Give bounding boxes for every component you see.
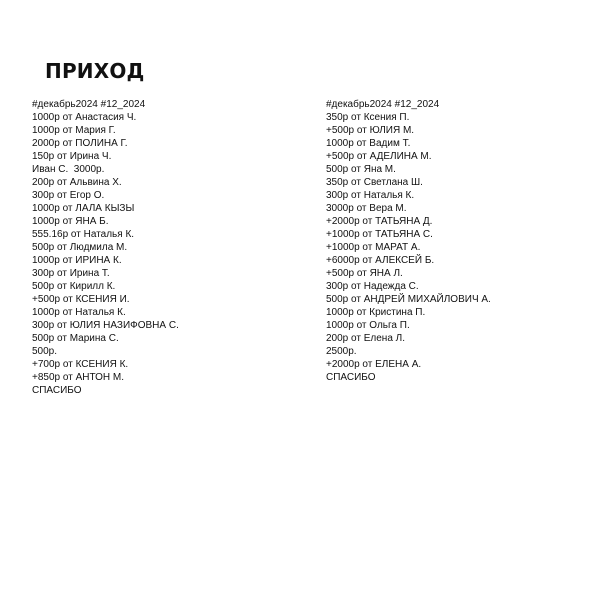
list-item: 300р от Егор О. — [32, 190, 105, 201]
list-item: 1000р от Наталья К. — [32, 307, 126, 318]
list-item: 500р от Кирилл К. — [32, 281, 116, 292]
list-item: +2000р от ЕЛЕНА А. — [326, 359, 422, 370]
donations-list-right — [326, 98, 596, 384]
list-item: 500р. — [32, 346, 58, 357]
list-item: 500р от Людмила М. — [32, 242, 128, 253]
list-item: +1000р от МАРАТ А. — [326, 242, 421, 253]
list-item: #декабрь2024 #12_2024 — [32, 99, 146, 110]
list-item: 1000р от ЯНА Б. — [32, 216, 109, 227]
list-item: 300р от Наталья К. — [326, 190, 415, 201]
page-title: ПРИХОД — [45, 59, 145, 83]
list-item: СПАСИБО — [326, 372, 376, 383]
donations-list-left — [32, 98, 302, 397]
list-item: 500р от Яна М. — [326, 164, 396, 175]
list-item: 1000р от Мария Г. — [32, 125, 116, 136]
list-item: 500р от Марина С. — [32, 333, 119, 344]
list-item: +500р от ЯНА Л. — [326, 268, 403, 279]
list-item: 350р от Светлана Ш. — [326, 177, 423, 188]
list-item: #декабрь2024 #12_2024 — [326, 99, 440, 110]
list-item: 3000р от Вера М. — [326, 203, 407, 214]
list-item: +850р от АНТОН М. — [32, 372, 125, 383]
list-item: СПАСИБО — [32, 385, 82, 396]
list-item: 200р от Елена Л. — [326, 333, 405, 344]
list-item: +500р от АДЕЛИНА М. — [326, 151, 432, 162]
list-item: 500р от АНДРЕЙ МИХАЙЛОВИЧ А. — [326, 294, 491, 305]
list-item: 1000р от Анастасия Ч. — [32, 112, 137, 123]
list-item: +500р от КСЕНИЯ И. — [32, 294, 130, 305]
list-item: +2000р от ТАТЬЯНА Д. — [326, 216, 433, 227]
list-item: 1000р от Кристина П. — [326, 307, 426, 318]
list-item: 555.16р от Наталья К. — [32, 229, 135, 240]
list-item: Иван С. 3000р. — [32, 164, 105, 175]
list-item: +700р от КСЕНИЯ К. — [32, 359, 129, 370]
list-item: 2500р. — [326, 346, 357, 357]
list-item: 300р от Надежда С. — [326, 281, 419, 292]
list-item: +6000р от АЛЕКСЕЙ Б. — [326, 255, 435, 266]
list-item: 1000р от Вадим Т. — [326, 138, 411, 149]
list-item: 150р от Ирина Ч. — [32, 151, 112, 162]
list-item: 1000р от ЛАЛА КЫЗЫ — [32, 203, 135, 214]
list-item: 2000р от ПОЛИНА Г. — [32, 138, 128, 149]
list-item: 300р от ЮЛИЯ НАЗИФОВНА С. — [32, 320, 179, 331]
list-item: 200р от Альвина Х. — [32, 177, 122, 188]
list-item: 350р от Ксения П. — [326, 112, 410, 123]
list-item: +500р от ЮЛИЯ М. — [326, 125, 415, 136]
list-item: 1000р от Ольга П. — [326, 320, 410, 331]
list-item: +1000р от ТАТЬЯНА С. — [326, 229, 433, 240]
list-item: 1000р от ИРИНА К. — [32, 255, 122, 266]
list-item: 300р от Ирина Т. — [32, 268, 110, 279]
